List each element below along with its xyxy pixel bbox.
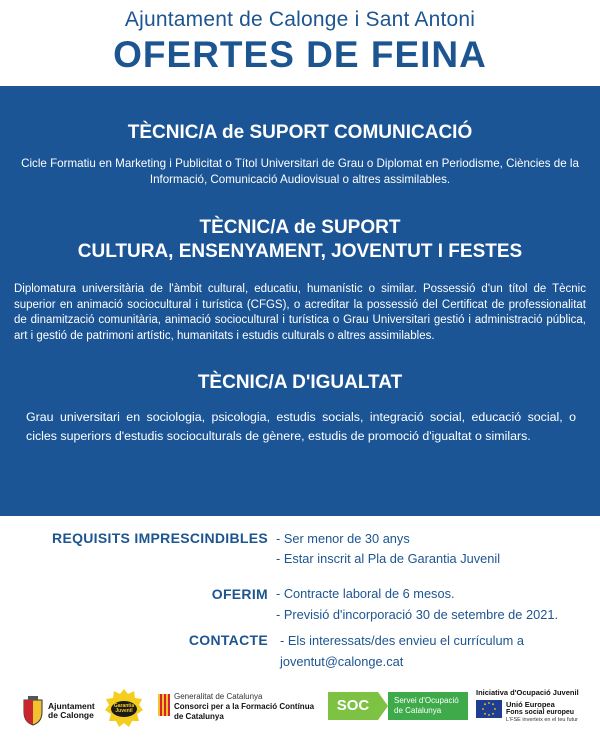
organization-name: Ajuntament de Calonge i Sant Antoni (124, 8, 476, 31)
offer-2-title-line2: CULTURA, ENSENYAMENT, JOVENTUT I FESTES (77, 241, 523, 262)
soc-logo (328, 692, 468, 720)
soc-arrow-icon (378, 692, 388, 720)
generalitat-text: Generalitat de Catalunya (174, 692, 263, 701)
eu-fund-text: Fons social europeu (506, 709, 575, 716)
offer-2-title (0, 216, 600, 264)
garantia-juvenil-text: Garantia Juvenil (113, 703, 135, 714)
eu-slogan-text: L'FSE inverteix en el teu futur (506, 717, 578, 723)
offer-1-description: Cicle Formatiu en Marketing i Publicitat o Títol Universitari de Grau o Diplomat en Periodisme, Ciències de la Informació, Comunicació Audiovisual o altres assimilables. (21, 157, 579, 186)
header (0, 0, 600, 86)
garantia-juvenil-logo (104, 688, 144, 728)
ajuntament-text-line1: Ajuntament (48, 701, 95, 711)
offer-3-description: Grau universitari en sociologia, psicologia, estudis socials, integració social, educació social, o cicles superiors d'estudis socioculturals de gènere, estudis de promoció d'igualtat o similars. (26, 410, 576, 443)
consorci-logo (158, 692, 318, 732)
requirement-item: - Ser menor de 30 anys (276, 531, 410, 546)
eu-initiative-text: Iniciativa d'Ocupació Juvenil (476, 688, 579, 697)
offer-item: - Previsió d'incorporació 30 de setembre de 2021. (276, 607, 559, 622)
contact-text: - Els interessats/des envieu el currículum a (280, 633, 524, 648)
eu-flag-icon (476, 700, 502, 718)
offer-3-title: TÈCNIC/A D'IGUALTAT (197, 372, 403, 393)
consorci-text-line1: Consorci per a la Formació Contínua (174, 702, 315, 711)
requirement-item: - Estar inscrit al Pla de Garantia Juvenil (276, 551, 501, 566)
coat-of-arms-icon (22, 696, 44, 726)
offer-2-description: Diplomatura universitària de l'àmbit cultural, educatiu, humanístic o similar. Possessió d'un títol de Tècnic superior en animació sociocultural i turística (CFGS), o acreditar la possessió del Certificat de professionalitat de dinamització comunitària, animació sociocultural i turística o Grau Universitari gestió i administració pública, art i gestió de patrimoni artístic, humanitats i estudis culturals o altres assimilables. (14, 283, 586, 342)
contact-email[interactable]: joventut@calonge.cat (280, 654, 404, 669)
ajuntament-text-line2: de Calonge (48, 710, 94, 720)
soc-description-line1: Servei d'Ocupació (394, 696, 459, 705)
eu-logo (474, 688, 594, 728)
soc-description-line2: de Catalunya (394, 706, 442, 715)
offer-2-title-line1: TÈCNIC/A de SUPORT (199, 217, 401, 238)
offer-1-title: TÈCNIC/A de SUPORT COMUNICACIÓ (127, 122, 473, 143)
job-offers-panel (0, 86, 600, 516)
soc-mark: SOC (328, 692, 378, 720)
details-section (0, 516, 600, 678)
page-title: OFERTES DE FEINA (113, 34, 487, 75)
offer-label: OFERIM (211, 586, 268, 602)
requirements-label: REQUISITS IMPRESCINDIBLES (52, 530, 268, 546)
contact-label: CONTACTE (188, 632, 268, 648)
generalitat-flag-icon (158, 694, 170, 716)
consorci-text-line2: de Catalunya (174, 712, 224, 721)
footer-logos (0, 678, 600, 750)
offer-item: - Contracte laboral de 6 mesos. (276, 586, 455, 601)
eu-union-text: Unió Europea (506, 700, 555, 709)
soc-description (388, 692, 468, 720)
